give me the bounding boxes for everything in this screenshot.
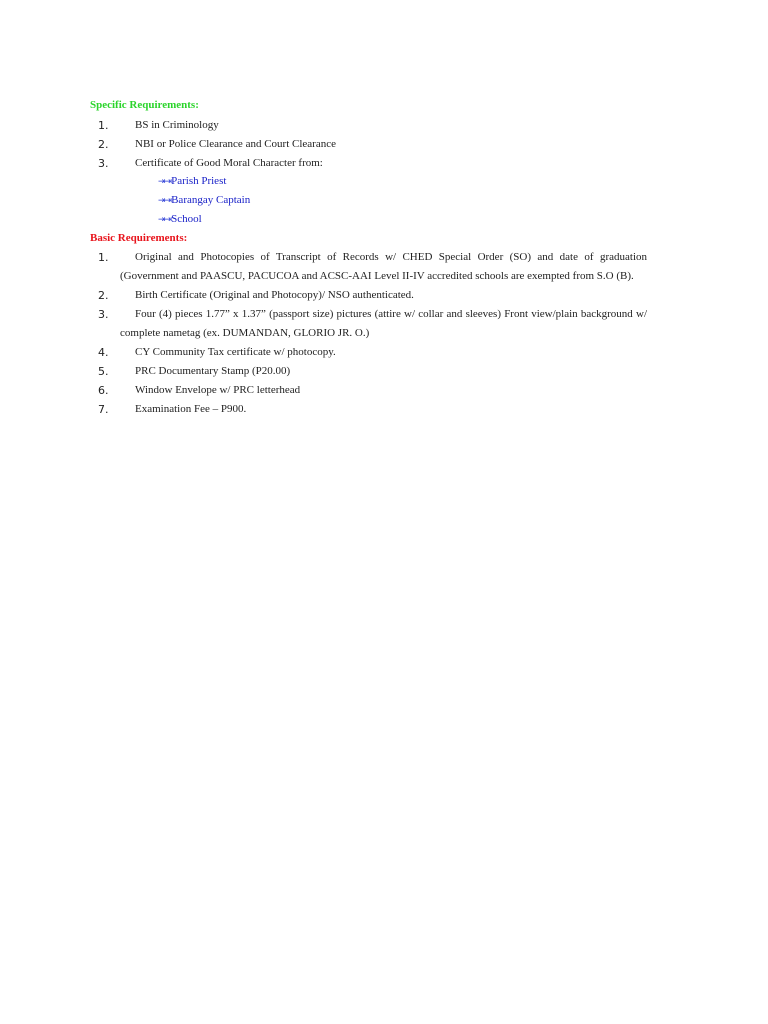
basic-requirements-list xyxy=(0,248,647,419)
sub-list-item xyxy=(0,210,250,229)
list-item-text: PRC Documentary Stamp (P20.00) xyxy=(135,365,291,377)
list-item-text: Certificate of Good Moral Character from: xyxy=(135,157,323,169)
list-item xyxy=(0,116,647,135)
list-item-number: 3. xyxy=(98,308,109,321)
list-item-number: 7. xyxy=(98,403,109,416)
list-item-number: 3. xyxy=(98,157,109,170)
list-item xyxy=(0,286,647,305)
list-item xyxy=(0,305,647,343)
list-item-number: 1. xyxy=(98,119,109,132)
list-item-number: 5. xyxy=(98,365,109,378)
sub-list-item xyxy=(0,172,250,191)
list-item-text: Examination Fee – P900. xyxy=(135,403,247,415)
list-item-text: NBI or Police Clearance and Court Clearance xyxy=(135,138,336,150)
sub-item-text: Parish Priest xyxy=(171,175,227,187)
list-item xyxy=(0,154,647,173)
list-item xyxy=(0,248,647,286)
list-item-number: 1. xyxy=(98,251,109,264)
tab-arrow-icon: ⇥⇥ xyxy=(158,177,172,187)
sub-item-text: Barangay Captain xyxy=(171,194,251,206)
good-moral-sources-list xyxy=(0,172,250,229)
tab-arrow-icon: ⇥⇥ xyxy=(158,215,172,225)
list-item-number: 6. xyxy=(98,384,109,397)
list-item xyxy=(0,135,647,154)
list-item xyxy=(0,343,647,362)
list-item-text: CY Community Tax certificate w/ photocopy. xyxy=(135,346,336,358)
list-item-number: 2. xyxy=(98,289,109,302)
list-item-number: 4. xyxy=(98,346,109,359)
list-item-text: Birth Certificate (Original and Photocopy)/ NSO authenticated. xyxy=(135,289,414,301)
list-item xyxy=(0,381,647,400)
list-item-text: BS in Criminology xyxy=(135,119,219,131)
list-item xyxy=(0,400,647,419)
list-item-text: Original and Photocopies of Transcript of Records w/ CHED Special Order (SO) and date of graduation (Government and PAASCU, PACUCOA and ACSC-AAI Level II-IV accredited schools are exempted from S.O (B). xyxy=(120,251,647,282)
basic-requirements-heading: Basic Requirements: xyxy=(90,232,188,244)
sub-list-item xyxy=(0,191,250,210)
specific-requirements-list xyxy=(0,116,647,173)
specific-requirements-heading: Specific Requirements: xyxy=(90,99,199,111)
list-item-number: 2. xyxy=(98,138,109,151)
list-item xyxy=(0,362,647,381)
list-item-text: Window Envelope w/ PRC letterhead xyxy=(135,384,301,396)
sub-item-text: School xyxy=(171,213,202,225)
tab-arrow-icon: ⇥⇥ xyxy=(158,196,172,206)
list-item-text: Four (4) pieces 1.77” x 1.37” (passport size) pictures (attire w/ collar and sleeves) Front view/plain background w/ complete nametag (ex. DUMANDAN, GLORIO JR. O.) xyxy=(120,308,647,339)
